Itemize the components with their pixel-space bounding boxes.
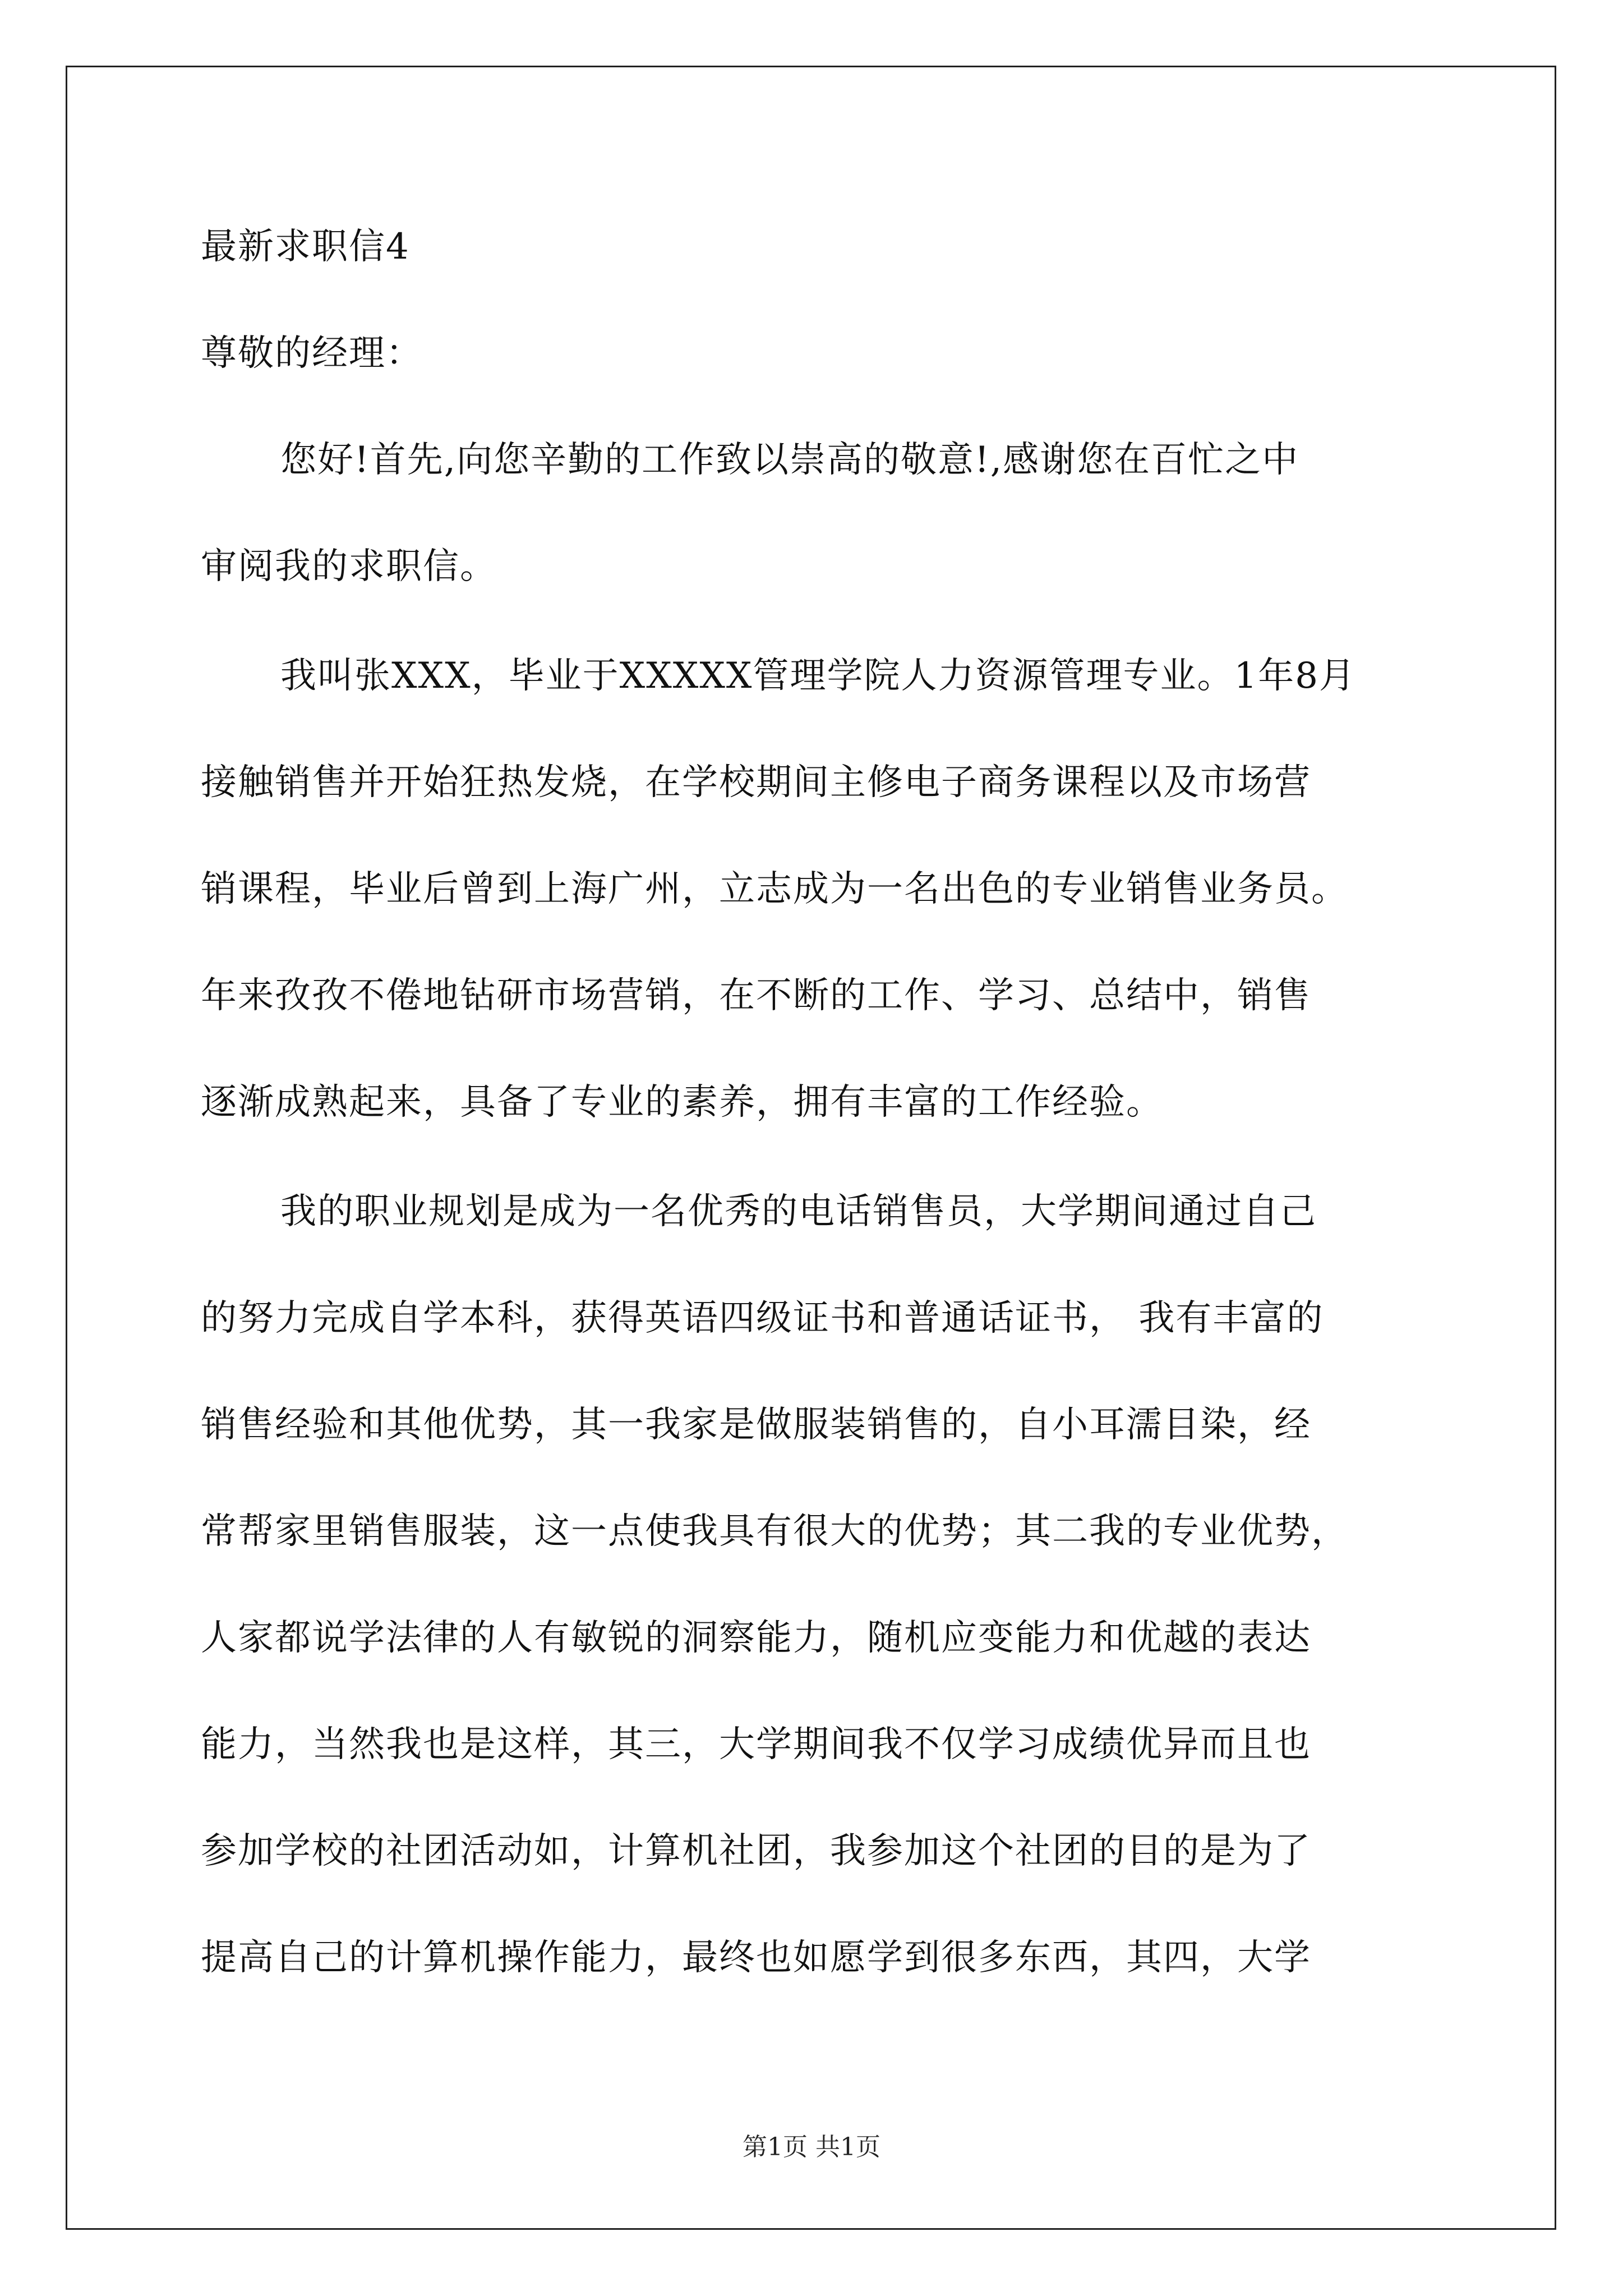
paragraph-line: 人家都说学法律的人有敏锐的洞察能力，随机应变能力和优越的表达	[201, 1617, 1311, 1659]
page-border	[66, 66, 1556, 2230]
paragraph-line: 参加学校的社团活动如，计算机社团，我参加这个社团的目的是为了	[201, 1830, 1311, 1872]
paragraph-line: 年来孜孜不倦地钻研市场营销，在不断的工作、学习、总结中，销售	[201, 975, 1311, 1016]
page-footer: 第1页 共1页	[743, 2133, 880, 2161]
paragraph-line: 逐渐成熟起来，具备了专业的素养，拥有丰富的工作经验。	[201, 1082, 1163, 1123]
paragraph-line: 您好!首先,向您辛勤的工作致以崇高的敬意!,感谢您在百忙之中	[280, 439, 1299, 481]
paragraph-line: 的努力完成自学本科，获得英语四级证书和普通话证书， 我有丰富的	[201, 1297, 1324, 1339]
paragraph-line: 能力，当然我也是这样，其三，大学期间我不仅学习成绩优异而且也	[201, 1724, 1311, 1765]
paragraph-line: 我的职业规划是成为一名优秀的电话销售员，大学期间通过自己	[280, 1191, 1317, 1232]
paragraph-line: 审阅我的求职信。	[201, 546, 497, 587]
paragraph-line: 常帮家里销售服装，这一点使我具有很大的优势；其二我的专业优势，	[201, 1511, 1348, 1552]
paragraph-line: 销课程，毕业后曾到上海广州，立志成为一名出色的专业销售业务员。	[201, 868, 1348, 910]
paragraph-line: 我叫张XXX，毕业于XXXXX管理学院人力资源管理专业。1年8月	[280, 655, 1356, 697]
paragraph-line: 接触销售并开始狂热发烧，在学校期间主修电子商务课程以及市场营	[201, 762, 1311, 803]
paragraph-line: 提高自己的计算机操作能力，最终也如愿学到很多东西，其四，大学	[201, 1937, 1311, 1978]
paragraph-line: 销售经验和其他优势，其一我家是做服装销售的，自小耳濡目染，经	[201, 1404, 1311, 1446]
document-title: 最新求职信4	[201, 226, 410, 268]
salutation: 尊敬的经理：	[201, 333, 423, 374]
